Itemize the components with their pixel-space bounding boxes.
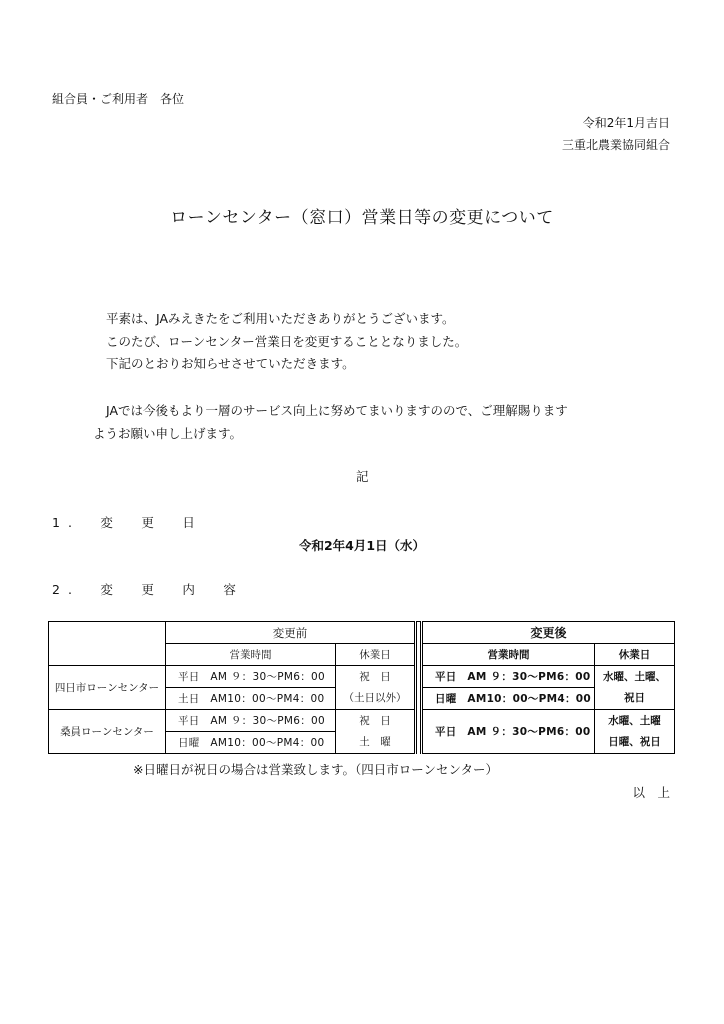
after-holiday bbox=[595, 710, 675, 754]
after-hours: 平日 AM ９：30〜PM6：00 bbox=[422, 710, 595, 754]
center-name: 四日市ローンセンター bbox=[49, 666, 166, 710]
before-holiday-line: 土 曜 bbox=[359, 735, 391, 748]
addressee: 組合員・ご利用者 各位 bbox=[52, 92, 185, 106]
paragraph-1: 平素は、JAみえきたをご利用いただきありがとうございます。 bbox=[106, 311, 455, 326]
paragraph-4: JAでは今後もより一層のサービス向上に努めてまいりますのので、ご理解賜ります bbox=[106, 403, 568, 418]
before-holiday-line: （土日以外） bbox=[343, 691, 407, 704]
after-hours: 日曜 AM10：00〜PM4：00 bbox=[422, 688, 595, 710]
change-date: 令和2年4月1日（水） bbox=[298, 538, 426, 553]
before-holiday bbox=[336, 710, 416, 754]
after-holiday-line: 水曜、土曜、 bbox=[603, 670, 666, 683]
table-row bbox=[49, 666, 675, 688]
document-title: ローンセンター（窓口）営業日等の変更について bbox=[170, 208, 554, 228]
table-row bbox=[49, 710, 675, 732]
paragraph-3: 下記のとおりお知らせさせていただきます。 bbox=[106, 356, 355, 371]
after-holiday-line: 祝日 bbox=[624, 691, 645, 704]
after-hours-header: 営業時間 bbox=[422, 644, 595, 666]
before-hours: 平日 AM ９：30〜PM6：00 bbox=[166, 666, 336, 688]
after-holiday-line: 日曜、祝日 bbox=[608, 735, 661, 748]
schedule-table bbox=[48, 621, 675, 754]
before-holiday-line: 祝 日 bbox=[359, 670, 391, 683]
table-header-row bbox=[49, 622, 675, 644]
footnote: ※日曜日が祝日の場合は営業致します。（四日市ローンセンター） bbox=[133, 762, 498, 777]
center-name: 桑員ローンセンター bbox=[49, 710, 166, 754]
before-hours: 平日 AM ９：30〜PM6：00 bbox=[166, 710, 336, 732]
before-hours: 日曜 AM10：00〜PM4：00 bbox=[166, 732, 336, 754]
issue-date: 令和2年1月吉日 bbox=[582, 116, 670, 130]
after-holiday-line: 水曜、土曜 bbox=[608, 714, 661, 727]
section-2-heading: 2. 変 更 内 容 bbox=[52, 582, 244, 597]
before-hours-header: 営業時間 bbox=[166, 644, 336, 666]
before-holiday-line: 祝 日 bbox=[359, 714, 391, 727]
before-hours: 土日 AM10：00〜PM4：00 bbox=[166, 688, 336, 710]
before-holiday-header: 休業日 bbox=[336, 644, 416, 666]
before-holiday bbox=[336, 666, 416, 710]
before-header: 変更前 bbox=[166, 622, 416, 644]
corner-cell bbox=[49, 622, 166, 666]
after-hours: 平日 AM ９：30〜PM6：00 bbox=[422, 666, 595, 688]
closing-mark: 以 上 bbox=[632, 785, 670, 800]
after-holiday-header: 休業日 bbox=[595, 644, 675, 666]
paragraph-5: ようお願い申し上げます。 bbox=[93, 426, 243, 441]
ki-marker: 記 bbox=[356, 469, 369, 484]
after-holiday bbox=[595, 666, 675, 710]
section-1-heading: 1. 変 更 日 bbox=[52, 515, 203, 530]
organization-name: 三重北農業協同組合 bbox=[561, 138, 670, 152]
after-header: 変更後 bbox=[422, 622, 675, 644]
paragraph-2: このたび、ローンセンター営業日を変更することとなりました。 bbox=[106, 334, 468, 349]
